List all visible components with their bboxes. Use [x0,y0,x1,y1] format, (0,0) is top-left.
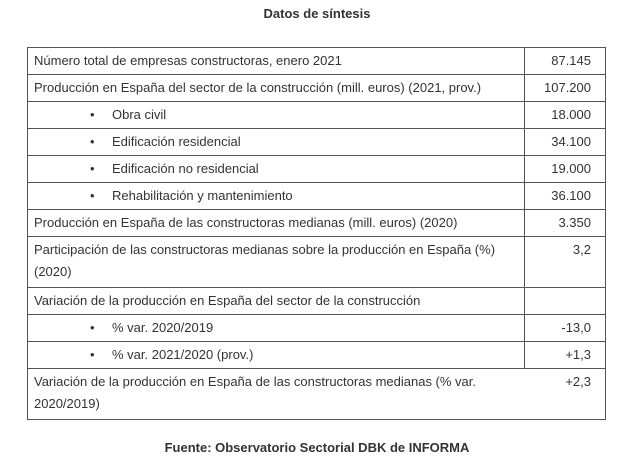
bullet-icon: • [90,107,95,122]
row-label: Número total de empresas constructoras, enero 2021 [28,48,525,74]
summary-table [27,47,606,420]
table-row-sub [28,128,605,155]
row-value: 34.100 [551,134,591,149]
table-row [28,287,605,314]
table-row [28,236,605,287]
row-value: 18.000 [551,107,591,122]
bullet-icon: • [90,161,95,176]
row-value: 3.350 [558,215,591,230]
table-row [28,209,605,236]
row-label: Producción en España de las constructoras medianas (mill. euros) (2020) [28,210,525,236]
table-row [28,48,605,74]
table-row-sub [28,155,605,182]
row-label: Variación de la producción en España de las constructoras medianas (% var. 2020/2019) [34,374,477,411]
row-label: Rehabilitación y mantenimiento [112,188,293,203]
table-row-sub [28,101,605,128]
row-label: Obra civil [112,107,167,122]
bullet-icon: • [90,320,95,335]
row-value: +2,3 [565,374,591,389]
table-row-sub [28,341,605,368]
row-value [525,288,605,314]
row-label: % var. 2021/2020 (prov.) [112,347,254,362]
row-value: +1,3 [565,347,591,362]
row-label: % var. 2020/2019 [112,320,214,335]
table-row-sub [28,314,605,341]
row-label: Variación de la producción en España del sector de la construcción [28,288,525,314]
row-value: 107.200 [544,80,591,95]
row-value: 3,2 [572,242,591,257]
bullet-icon: • [90,134,95,149]
table-row-sub [28,182,605,209]
row-label: Participación de las constructoras medianas sobre la producción en España (%) (2020) [28,237,525,287]
bullet-icon: • [90,188,95,203]
row-label: Edificación residencial [112,134,241,149]
source-caption: Fuente: Observatorio Sectorial DBK de INFORMA [164,440,470,455]
row-value: -13,0 [561,320,591,335]
row-value: 87.145 [551,53,591,68]
row-label: Edificación no residencial [112,161,259,176]
row-value: 19.000 [551,161,591,176]
table-row [28,74,605,101]
table-row [28,368,605,419]
row-label: Producción en España del sector de la construcción (mill. euros) (2021, prov.) [28,75,525,101]
row-value: 36.100 [551,188,591,203]
bullet-icon: • [90,347,95,362]
table-title: Datos de síntesis [263,6,371,21]
